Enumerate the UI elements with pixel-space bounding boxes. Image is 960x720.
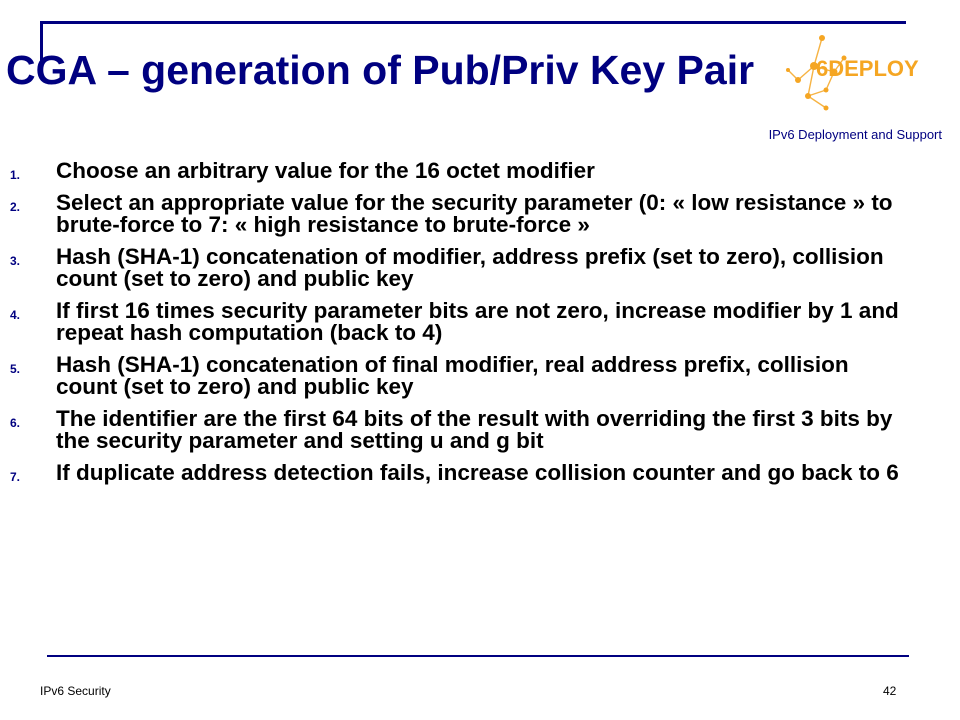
step-text: Select an appropriate value for the security parameter (0: « low resistance » to brute-force to 7: « high resistance to brute-force » [56,190,893,237]
step-text: If first 16 times security parameter bits are not zero, increase modifier by 1 and repeat hash computation (back to 4) [56,298,899,345]
step-text: Hash (SHA-1) concatenation of final modifier, real address prefix, collision count (set to zero) and public key [56,352,849,399]
page-number: 42 [883,684,897,698]
step-item-6 [0,408,916,452]
step-text: The identifier are the first 64 bits of the result with overriding the first 3 bits by the security parameter and setting u and g bit [56,406,893,453]
logo-text: 6DEPLOY [816,56,919,81]
step-item-5 [0,354,916,398]
step-item-3 [0,246,916,290]
steps-list [0,160,940,494]
step-item-1 [0,160,916,182]
6deploy-logo [778,28,938,120]
step-number: 6. [10,416,21,430]
step-item-4 [0,300,916,344]
step-item-7 [0,462,916,484]
footer-label: IPv6 Security [40,684,111,698]
slide-frame-top-line [40,21,906,24]
step-number: 7. [10,470,21,484]
step-number: 4. [10,308,21,322]
logo-subtitle: IPv6 Deployment and Support [768,127,942,142]
step-text: If duplicate address detection fails, increase collision counter and go back to 6 [56,460,899,485]
footer-divider [47,655,909,657]
step-number: 1. [10,168,21,182]
step-text: Hash (SHA-1) concatenation of modifier, address prefix (set to zero), collision count (set to zero) and public key [56,244,884,291]
step-number: 5. [10,362,21,376]
step-item-2 [0,192,916,236]
slide-title: CGA – generation of Pub/Priv Key Pair [6,47,755,93]
step-number: 3. [10,254,21,268]
step-text: Choose an arbitrary value for the 16 octet modifier [56,158,595,183]
step-number: 2. [10,200,21,214]
